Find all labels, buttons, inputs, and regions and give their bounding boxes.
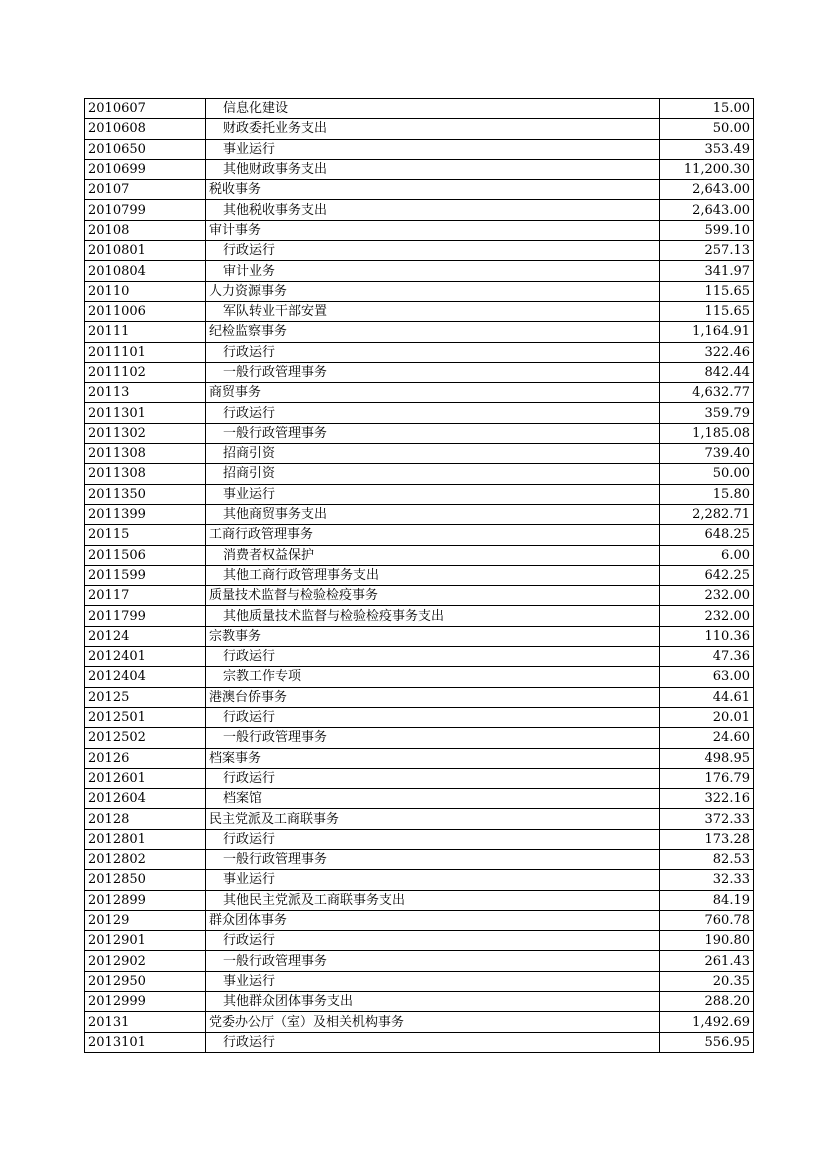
name-cell: 人力资源事务: [206, 281, 660, 301]
name-cell: 审计业务: [206, 261, 660, 281]
name-cell: 一般行政管理事务: [206, 362, 660, 382]
table-row: [85, 1012, 754, 1032]
budget-expenditure-table: [84, 98, 754, 1053]
amount-cell: 556.95: [660, 1032, 754, 1052]
name-cell: 党委办公厅（室）及相关机构事务: [206, 1012, 660, 1032]
name-cell: 宗教事务: [206, 626, 660, 646]
name-cell: 招商引资: [206, 444, 660, 464]
amount-cell: 15.00: [660, 99, 754, 119]
name-cell: 其他民主党派及工商联事务支出: [206, 890, 660, 910]
name-cell: 其他财政事务支出: [206, 159, 660, 179]
amount-cell: 261.43: [660, 951, 754, 971]
name-cell: 工商行政管理事务: [206, 525, 660, 545]
name-cell: 其他质量技术监督与检验检疫事务支出: [206, 606, 660, 626]
amount-cell: 63.00: [660, 667, 754, 687]
name-cell: 宗教工作专项: [206, 667, 660, 687]
code-cell: 2012950: [85, 971, 206, 991]
amount-cell: 232.00: [660, 606, 754, 626]
table-row: [85, 870, 754, 890]
code-cell: 2011101: [85, 342, 206, 362]
amount-cell: 1,185.08: [660, 423, 754, 443]
name-cell: 质量技术监督与检验检疫事务: [206, 586, 660, 606]
name-cell: 事业运行: [206, 870, 660, 890]
table-row: [85, 200, 754, 220]
table-row: [85, 444, 754, 464]
name-cell: 事业运行: [206, 971, 660, 991]
name-cell: 行政运行: [206, 241, 660, 261]
code-cell: 2012404: [85, 667, 206, 687]
code-cell: 2012401: [85, 647, 206, 667]
code-cell: 20111: [85, 322, 206, 342]
table-row: [85, 504, 754, 524]
amount-cell: 1,164.91: [660, 322, 754, 342]
name-cell: 事业运行: [206, 484, 660, 504]
amount-cell: 115.65: [660, 301, 754, 321]
table-row: [85, 1032, 754, 1052]
code-cell: 2012501: [85, 707, 206, 727]
name-cell: 档案馆: [206, 789, 660, 809]
code-cell: 20131: [85, 1012, 206, 1032]
code-cell: 20125: [85, 687, 206, 707]
amount-cell: 739.40: [660, 444, 754, 464]
table-row: [85, 992, 754, 1012]
amount-cell: 599.10: [660, 220, 754, 240]
name-cell: 纪检监察事务: [206, 322, 660, 342]
name-cell: 民主党派及工商联事务: [206, 809, 660, 829]
amount-cell: 20.01: [660, 707, 754, 727]
amount-cell: 32.33: [660, 870, 754, 890]
table-row: [85, 322, 754, 342]
table-row: [85, 707, 754, 727]
table-row: [85, 241, 754, 261]
table-row: [85, 403, 754, 423]
amount-cell: 4,632.77: [660, 383, 754, 403]
code-cell: 20115: [85, 525, 206, 545]
table-row: [85, 687, 754, 707]
table-row: [85, 383, 754, 403]
amount-cell: 110.36: [660, 626, 754, 646]
code-cell: 20129: [85, 910, 206, 930]
code-cell: 2010608: [85, 119, 206, 139]
amount-cell: 642.25: [660, 565, 754, 585]
code-cell: 2011506: [85, 545, 206, 565]
name-cell: 其他群众团体事务支出: [206, 992, 660, 1012]
amount-cell: 50.00: [660, 464, 754, 484]
amount-cell: 115.65: [660, 281, 754, 301]
name-cell: 事业运行: [206, 139, 660, 159]
table-row: [85, 768, 754, 788]
code-cell: 2011301: [85, 403, 206, 423]
table-row: [85, 423, 754, 443]
table-row: [85, 342, 754, 362]
code-cell: 2012899: [85, 890, 206, 910]
name-cell: 行政运行: [206, 342, 660, 362]
table-row: [85, 789, 754, 809]
amount-cell: 6.00: [660, 545, 754, 565]
code-cell: 2012801: [85, 829, 206, 849]
amount-cell: 341.97: [660, 261, 754, 281]
code-cell: 2012902: [85, 951, 206, 971]
amount-cell: 50.00: [660, 119, 754, 139]
code-cell: 2012999: [85, 992, 206, 1012]
name-cell: 行政运行: [206, 647, 660, 667]
code-cell: 2012850: [85, 870, 206, 890]
table-row: [85, 464, 754, 484]
amount-cell: 11,200.30: [660, 159, 754, 179]
table-body: [85, 99, 754, 1053]
name-cell: 商贸事务: [206, 383, 660, 403]
table-row: [85, 261, 754, 281]
amount-cell: 15.80: [660, 484, 754, 504]
table-row: [85, 667, 754, 687]
code-cell: 2010650: [85, 139, 206, 159]
name-cell: 一般行政管理事务: [206, 951, 660, 971]
amount-cell: 257.13: [660, 241, 754, 261]
table-row: [85, 890, 754, 910]
table-row: [85, 728, 754, 748]
table-row: [85, 525, 754, 545]
amount-cell: 288.20: [660, 992, 754, 1012]
table-row: [85, 565, 754, 585]
amount-cell: 232.00: [660, 586, 754, 606]
amount-cell: 372.33: [660, 809, 754, 829]
table-row: [85, 159, 754, 179]
amount-cell: 322.16: [660, 789, 754, 809]
name-cell: 其他税收事务支出: [206, 200, 660, 220]
table-row: [85, 626, 754, 646]
amount-cell: 2,643.00: [660, 200, 754, 220]
code-cell: 2012601: [85, 768, 206, 788]
amount-cell: 84.19: [660, 890, 754, 910]
code-cell: 2013101: [85, 1032, 206, 1052]
table-row: [85, 910, 754, 930]
amount-cell: 2,643.00: [660, 180, 754, 200]
code-cell: 20128: [85, 809, 206, 829]
name-cell: 财政委托业务支出: [206, 119, 660, 139]
name-cell: 行政运行: [206, 403, 660, 423]
table-row: [85, 362, 754, 382]
name-cell: 行政运行: [206, 931, 660, 951]
table-row: [85, 180, 754, 200]
code-cell: 2011006: [85, 301, 206, 321]
code-cell: 2011799: [85, 606, 206, 626]
code-cell: 2011399: [85, 504, 206, 524]
name-cell: 税收事务: [206, 180, 660, 200]
code-cell: 2012901: [85, 931, 206, 951]
table-row: [85, 484, 754, 504]
table-row: [85, 545, 754, 565]
name-cell: 一般行政管理事务: [206, 423, 660, 443]
name-cell: 一般行政管理事务: [206, 728, 660, 748]
code-cell: 2011308: [85, 464, 206, 484]
code-cell: 20126: [85, 748, 206, 768]
code-cell: 2010801: [85, 241, 206, 261]
name-cell: 消费者权益保护: [206, 545, 660, 565]
name-cell: 行政运行: [206, 707, 660, 727]
table-row: [85, 647, 754, 667]
table-row: [85, 951, 754, 971]
table-row: [85, 931, 754, 951]
name-cell: 其他商贸事务支出: [206, 504, 660, 524]
table-row: [85, 281, 754, 301]
name-cell: 一般行政管理事务: [206, 849, 660, 869]
code-cell: 20107: [85, 180, 206, 200]
code-cell: 2011102: [85, 362, 206, 382]
amount-cell: 353.49: [660, 139, 754, 159]
code-cell: 2012502: [85, 728, 206, 748]
name-cell: 军队转业干部安置: [206, 301, 660, 321]
code-cell: 2010699: [85, 159, 206, 179]
amount-cell: 842.44: [660, 362, 754, 382]
amount-cell: 322.46: [660, 342, 754, 362]
amount-cell: 173.28: [660, 829, 754, 849]
name-cell: 行政运行: [206, 1032, 660, 1052]
amount-cell: 44.61: [660, 687, 754, 707]
amount-cell: 190.80: [660, 931, 754, 951]
table-row: [85, 829, 754, 849]
name-cell: 信息化建设: [206, 99, 660, 119]
amount-cell: 24.60: [660, 728, 754, 748]
code-cell: 2010804: [85, 261, 206, 281]
amount-cell: 760.78: [660, 910, 754, 930]
amount-cell: 176.79: [660, 768, 754, 788]
amount-cell: 82.53: [660, 849, 754, 869]
amount-cell: 498.95: [660, 748, 754, 768]
amount-cell: 1,492.69: [660, 1012, 754, 1032]
name-cell: 行政运行: [206, 768, 660, 788]
table-row: [85, 606, 754, 626]
code-cell: 2011308: [85, 444, 206, 464]
table-row: [85, 220, 754, 240]
amount-cell: 2,282.71: [660, 504, 754, 524]
table-row: [85, 849, 754, 869]
amount-cell: 47.36: [660, 647, 754, 667]
amount-cell: 648.25: [660, 525, 754, 545]
table-row: [85, 971, 754, 991]
table-row: [85, 99, 754, 119]
table-row: [85, 301, 754, 321]
code-cell: 2010607: [85, 99, 206, 119]
code-cell: 20110: [85, 281, 206, 301]
table-row: [85, 809, 754, 829]
code-cell: 20117: [85, 586, 206, 606]
code-cell: 2011302: [85, 423, 206, 443]
name-cell: 港澳台侨事务: [206, 687, 660, 707]
code-cell: 2011599: [85, 565, 206, 585]
name-cell: 招商引资: [206, 464, 660, 484]
name-cell: 群众团体事务: [206, 910, 660, 930]
code-cell: 2010799: [85, 200, 206, 220]
table-row: [85, 748, 754, 768]
code-cell: 2012604: [85, 789, 206, 809]
code-cell: 20108: [85, 220, 206, 240]
table-row: [85, 119, 754, 139]
amount-cell: 20.35: [660, 971, 754, 991]
code-cell: 2012802: [85, 849, 206, 869]
code-cell: 20124: [85, 626, 206, 646]
amount-cell: 359.79: [660, 403, 754, 423]
table-row: [85, 586, 754, 606]
table-row: [85, 139, 754, 159]
name-cell: 档案事务: [206, 748, 660, 768]
code-cell: 20113: [85, 383, 206, 403]
name-cell: 行政运行: [206, 829, 660, 849]
name-cell: 其他工商行政管理事务支出: [206, 565, 660, 585]
name-cell: 审计事务: [206, 220, 660, 240]
code-cell: 2011350: [85, 484, 206, 504]
